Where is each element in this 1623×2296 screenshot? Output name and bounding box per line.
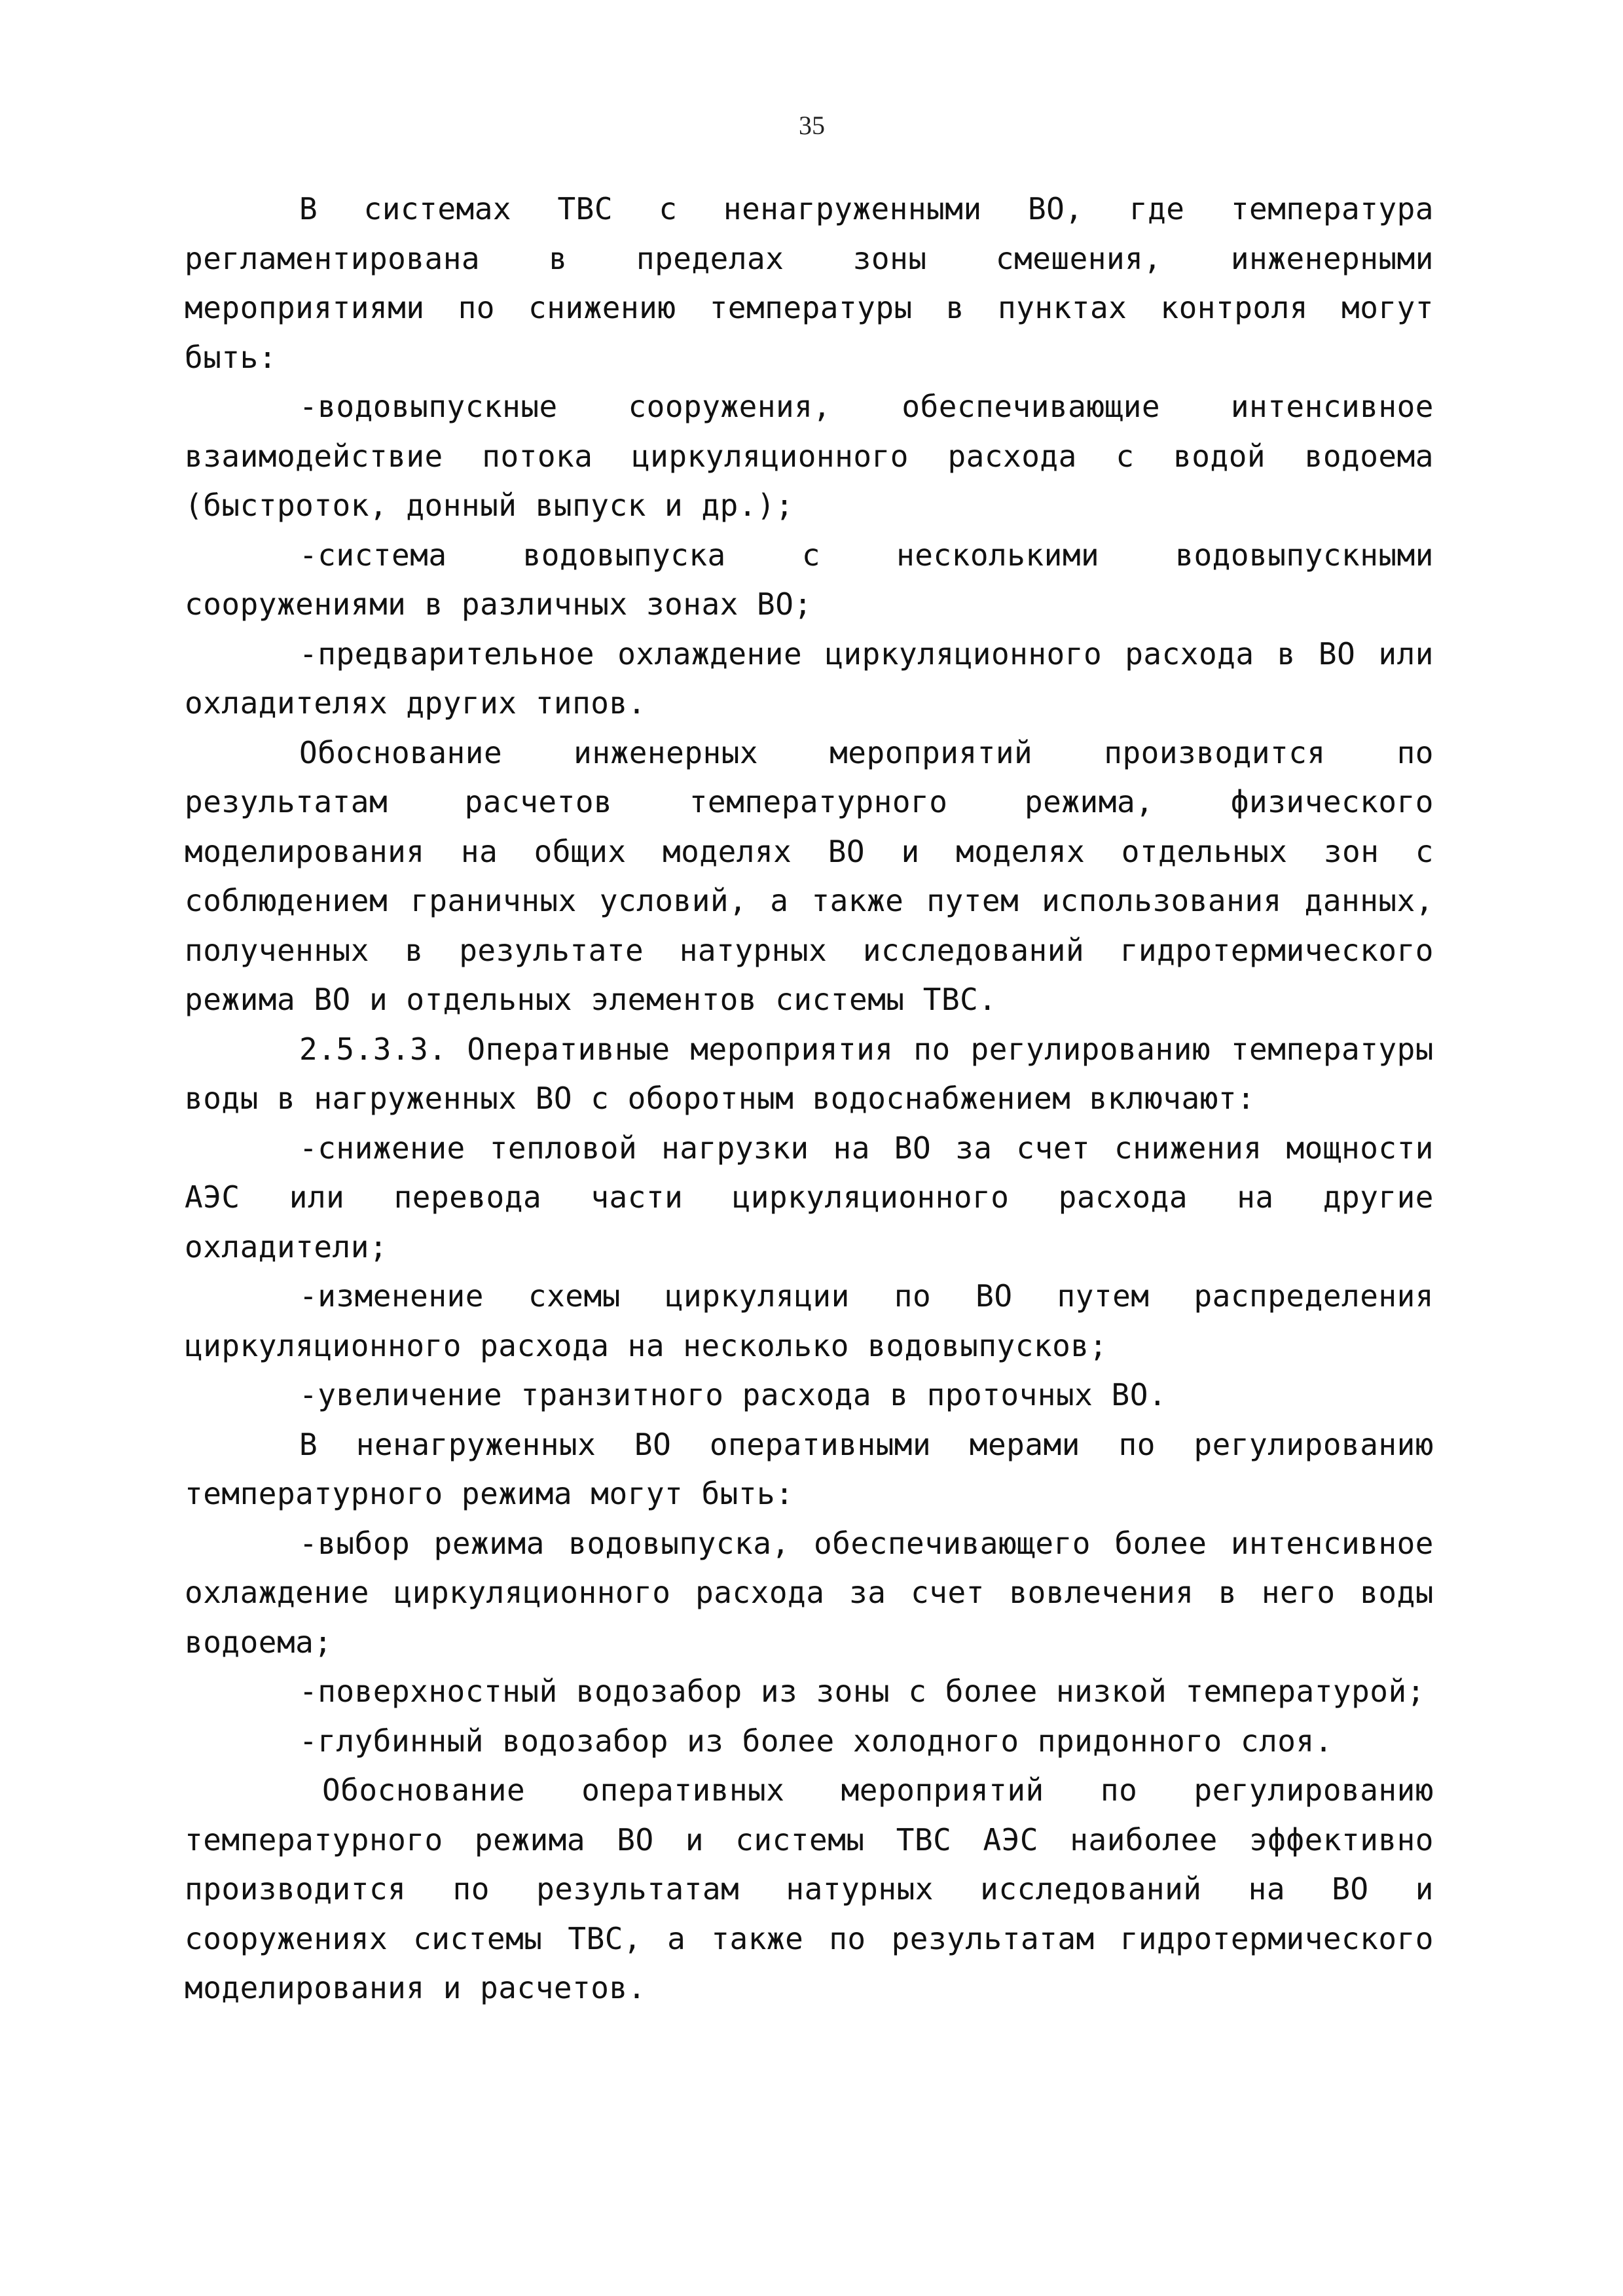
paragraph-11: -выбор режима водовыпуска, обеспечивающего более интенсивное охлаждение циркуляционного расхода за счет вовлечения в него воды водоема; [185, 1525, 1434, 1660]
page-number: 35 [799, 111, 825, 140]
paragraph-8: -изменение схемы циркуляции по ВО путем распределения циркуляционного расхода на несколько водовыпусков; [185, 1278, 1434, 1363]
paragraph-6: 2.5.3.3. Оперативные мероприятия по регулированию температуры воды в нагруженных ВО с оборотным водоснабжением включают: [185, 1031, 1434, 1116]
paragraph-7: -снижение тепловой нагрузки на ВО за счет снижения мощности АЭС или перевода части циркуляционного расхода на другие охладители; [185, 1130, 1434, 1265]
body-text [185, 185, 1434, 2013]
paragraph-2: -водовыпускные сооружения, обеспечивающие интенсивное взаимодействие потока циркуляционного расхода с водой водоема (быстроток, донный выпуск и др.); [185, 389, 1434, 523]
paragraph-9: -увеличение транзитного расхода в проточных ВО. [299, 1377, 1167, 1412]
paragraph-5: Обоснование инженерных мероприятий производится по результатам расчетов температурного режима, физического моделирования на общих моделях ВО и моделях отдельных зон с соблюдением граничных условий, а также путем использования данных, полученных в результате натурных исследований гидротермического режима ВО и отдельных элементов системы ТВС. [185, 734, 1434, 1017]
paragraph-3: -система водовыпуска с несколькими водовыпускными сооружениями в различных зонах ВО; [185, 537, 1434, 622]
paragraph-1: В системах ТВС с ненагруженными ВО, где температура регламентирована в пределах зоны смешения, инженерными мероприятиями по снижению температуры в пунктах контроля могут быть: [185, 191, 1434, 375]
paragraph-4: -предварительное охлаждение циркуляционного расхода в ВО или охладителях других типов. [185, 636, 1434, 721]
paragraph-13: -глубинный водозабор из более холодного придонного слоя. [299, 1723, 1333, 1759]
paragraph-10: В ненагруженных ВО оперативными мерами по регулированию температурного режима могут быть: [185, 1426, 1434, 1511]
paragraph-14: Обоснование оперативных мероприятий по регулированию температурного режима ВО и системы ТВС АЭС наиболее эффективно производится по результатам натурных исследований на ВО и сооружениях системы ТВС, а также по результатам гидротермического моделирования и расчетов. [185, 1772, 1434, 2005]
paragraph-12: -поверхностный водозабор из зоны с более низкой температурой; [299, 1674, 1425, 1709]
